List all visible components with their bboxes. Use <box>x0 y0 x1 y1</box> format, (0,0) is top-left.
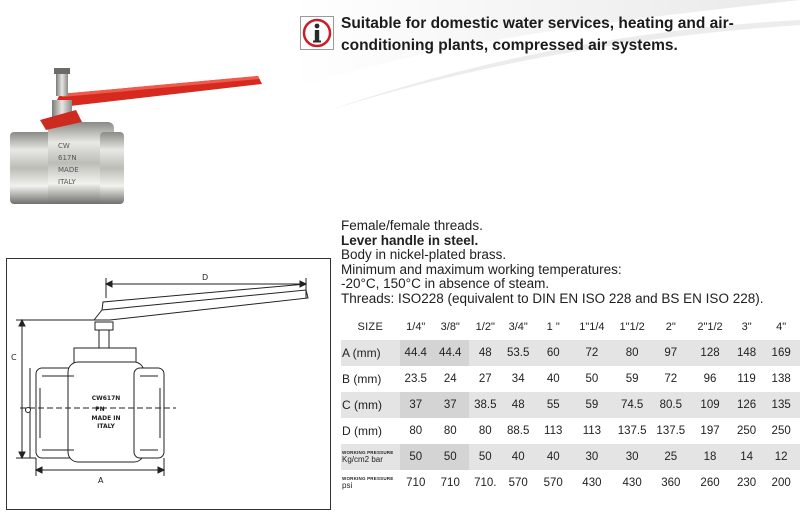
size-cell: 3/4" <box>508 321 528 333</box>
size-header-row <box>341 314 800 340</box>
size-cell: 1"1/4 <box>579 321 605 333</box>
ball-valve-photo <box>0 60 270 210</box>
table-cell: 50 <box>400 444 432 470</box>
table-cell: 197 <box>700 425 720 437</box>
description-line: Threads: ISO228 (equivalent to DIN EN ISO 228 and BS EN ISO 228). <box>341 290 764 306</box>
table-cell: 80 <box>443 425 457 437</box>
table-cell: 360 <box>661 477 681 489</box>
table-cell: 53.5 <box>502 340 534 366</box>
table-cell: 430 <box>622 477 642 489</box>
size-cell: 3/8" <box>440 321 460 333</box>
table-row <box>341 418 800 444</box>
dim-c-label: C <box>11 353 17 362</box>
table-cell: 72 <box>664 373 678 385</box>
row-label-unit: psi <box>342 481 353 490</box>
product-description <box>341 219 796 307</box>
table-cell: 80 <box>612 340 653 366</box>
body-mark: MADE IN <box>91 415 121 422</box>
table-cell: 113 <box>582 425 602 437</box>
row-label: B (mm) <box>342 372 382 386</box>
table-row <box>341 470 800 496</box>
row-label-unit: Kg/cm2 bar <box>342 455 383 464</box>
table-cell: 38.5 <box>469 392 502 418</box>
table-cell: 80 <box>478 425 492 437</box>
table-cell: 74.5 <box>612 392 653 418</box>
table-row <box>341 444 800 470</box>
table-cell: 14 <box>731 444 762 470</box>
table-cell: 109 <box>689 392 731 418</box>
table-cell: 27 <box>478 373 492 385</box>
table-cell: 55 <box>534 392 572 418</box>
table-cell: 113 <box>544 425 563 437</box>
row-label: C (mm) <box>341 392 400 418</box>
table-cell: 96 <box>703 373 717 385</box>
table-cell: 50 <box>585 373 599 385</box>
table-cell: 30 <box>612 444 653 470</box>
table-cell: 48 <box>502 392 534 418</box>
svg-text:ITALY: ITALY <box>58 178 76 186</box>
size-cell: 1"1/2 <box>619 321 645 333</box>
size-cell: 2" <box>665 321 676 333</box>
table-cell: 570 <box>508 477 528 489</box>
table-cell: 250 <box>737 425 757 437</box>
svg-text:617N: 617N <box>58 154 77 162</box>
table-cell: 148 <box>731 340 762 366</box>
table-cell: 40 <box>546 373 560 385</box>
table-cell: 37 <box>400 392 432 418</box>
table-cell: 34 <box>511 373 525 385</box>
table-cell: 97 <box>653 340 690 366</box>
description-line: Female/female threads. <box>341 218 483 233</box>
table-cell: 44.4 <box>400 340 432 366</box>
dim-a-label: A <box>98 476 104 485</box>
description-line: Lever handle in steel. <box>341 232 479 248</box>
table-cell: 169 <box>762 340 800 366</box>
table-cell: 710. <box>474 477 497 489</box>
table-cell: 119 <box>737 373 756 385</box>
table-cell: 50 <box>432 444 469 470</box>
headline: Suitable for domestic water services, heating and air-conditioning plants, compressed air systems. <box>341 15 734 54</box>
table-cell: 138 <box>771 373 791 385</box>
table-cell: 230 <box>737 477 757 489</box>
table-cell: 48 <box>469 340 502 366</box>
technical-drawing <box>6 258 331 510</box>
table-cell: 80.5 <box>653 392 690 418</box>
table-cell: 44.4 <box>432 340 469 366</box>
table-cell: 135 <box>762 392 800 418</box>
table-cell: 200 <box>771 477 791 489</box>
svg-text:MADE: MADE <box>58 166 79 174</box>
row-label <box>341 470 400 496</box>
size-cell: 1/4" <box>406 321 426 333</box>
table-cell: 37 <box>432 392 469 418</box>
spec-table <box>341 314 800 496</box>
body-mark: CW617N <box>91 395 121 402</box>
table-cell: 710 <box>440 477 460 489</box>
table-cell: 18 <box>689 444 731 470</box>
body-mark: PN <box>95 406 105 413</box>
table-cell: 72 <box>572 340 612 366</box>
svg-text:CW: CW <box>58 142 70 150</box>
table-cell: 137.5 <box>617 425 647 437</box>
dim-d-label: D <box>202 273 209 282</box>
description-line: Minimum and maximum working temperatures: <box>341 261 622 277</box>
table-cell: 710 <box>406 477 426 489</box>
row-label-small: WORKING PRESSURE <box>342 450 394 455</box>
size-cell: 3" <box>741 321 752 333</box>
description-line: -20°C, 150°C in absence of steam. <box>341 276 550 292</box>
table-cell: 260 <box>700 477 720 489</box>
table-row <box>341 392 800 418</box>
table-cell: 80 <box>409 425 423 437</box>
table-cell: 59 <box>625 373 639 385</box>
body-mark: ITALY <box>97 423 115 430</box>
info-icon <box>300 16 334 50</box>
size-cell: 1 " <box>546 321 560 333</box>
table-cell: 25 <box>653 444 690 470</box>
table-cell: 250 <box>771 425 791 437</box>
table-cell: 137.5 <box>656 425 686 437</box>
description-line: Body in nickel-plated brass. <box>341 247 507 263</box>
table-cell: 430 <box>582 477 602 489</box>
row-label-small: WORKING PRESSURE <box>342 476 394 481</box>
table-cell: 88.5 <box>507 425 530 437</box>
table-row <box>341 340 800 366</box>
table-cell: 60 <box>534 340 572 366</box>
size-cell: 4" <box>776 321 787 333</box>
table-cell: 50 <box>469 444 502 470</box>
table-cell: 24 <box>443 373 457 385</box>
table-cell: 570 <box>543 477 563 489</box>
table-cell: 12 <box>762 444 800 470</box>
table-cell: 23.5 <box>404 373 427 385</box>
row-label: D (mm) <box>342 424 382 438</box>
table-cell: 126 <box>731 392 762 418</box>
table-row <box>341 366 800 392</box>
table-cell: 30 <box>572 444 612 470</box>
size-cell: 2"1/2 <box>697 321 723 333</box>
table-cell: 40 <box>502 444 534 470</box>
table-cell: 59 <box>572 392 612 418</box>
table-cell: 40 <box>534 444 572 470</box>
row-label: A (mm) <box>341 340 400 366</box>
size-label: SIZE <box>357 321 384 333</box>
row-label <box>341 444 400 470</box>
size-cell: 1/2" <box>475 321 495 333</box>
table-cell: 128 <box>689 340 731 366</box>
